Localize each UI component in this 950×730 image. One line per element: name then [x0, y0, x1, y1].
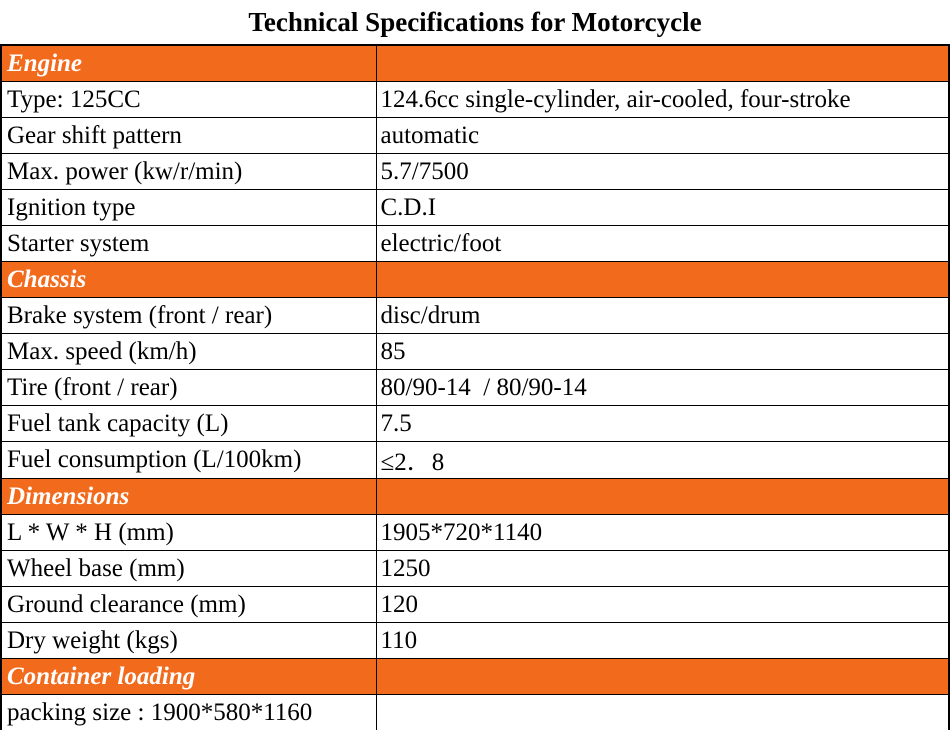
spec-label: Tire (front / rear)	[1, 370, 376, 406]
section-header-blank	[376, 262, 949, 298]
table-row	[1, 695, 949, 730]
spec-table	[0, 44, 950, 730]
spec-value: 5.7/7500	[376, 154, 949, 190]
table-row	[1, 334, 949, 370]
spec-value: automatic	[376, 118, 949, 154]
section-title: Chassis	[1, 262, 376, 298]
spec-value: ≤2．8	[376, 442, 949, 479]
spec-label: Brake system (front / rear)	[1, 298, 376, 334]
spec-value: 124.6cc single-cylinder, air-cooled, four-stroke	[376, 82, 949, 118]
spec-value: 1250	[376, 551, 949, 587]
table-row	[1, 226, 949, 262]
spec-label: Ignition type	[1, 190, 376, 226]
spec-value	[376, 695, 949, 730]
section-header-blank	[376, 45, 949, 82]
table-row	[1, 370, 949, 406]
spec-value: disc/drum	[376, 298, 949, 334]
section-header-chassis	[1, 262, 949, 298]
table-row	[1, 442, 949, 479]
spec-value: C.D.I	[376, 190, 949, 226]
spec-label: packing size : 1900*580*1160	[1, 695, 376, 730]
table-row	[1, 298, 949, 334]
table-row	[1, 190, 949, 226]
table-row	[1, 515, 949, 551]
section-title: Engine	[1, 45, 376, 82]
spec-value: 85	[376, 334, 949, 370]
table-row	[1, 623, 949, 659]
spec-label: Starter system	[1, 226, 376, 262]
table-row	[1, 406, 949, 442]
spec-value: 7.5	[376, 406, 949, 442]
spec-label: Dry weight (kgs)	[1, 623, 376, 659]
section-header-engine	[1, 45, 949, 82]
spec-value: 80/90-14 / 80/90-14	[376, 370, 949, 406]
spec-value: 110	[376, 623, 949, 659]
spec-value: electric/foot	[376, 226, 949, 262]
spec-label: Max. speed (km/h)	[1, 334, 376, 370]
spec-value: 120	[376, 587, 949, 623]
section-header-dimensions	[1, 479, 949, 515]
table-row	[1, 587, 949, 623]
table-row	[1, 118, 949, 154]
spec-label: Fuel tank capacity (L)	[1, 406, 376, 442]
section-header-blank	[376, 479, 949, 515]
section-title: Dimensions	[1, 479, 376, 515]
spec-label: Max. power (kw/r/min)	[1, 154, 376, 190]
spec-label: Ground clearance (mm)	[1, 587, 376, 623]
table-row	[1, 154, 949, 190]
spec-label: L * W * H (mm)	[1, 515, 376, 551]
section-header-container-loading	[1, 659, 949, 695]
spec-label: Gear shift pattern	[1, 118, 376, 154]
spec-value: 1905*720*1140	[376, 515, 949, 551]
spec-label: Wheel base (mm)	[1, 551, 376, 587]
spec-label: Fuel consumption (L/100km)	[1, 442, 376, 479]
spec-label: Type: 125CC	[1, 82, 376, 118]
page-title: Technical Specifications for Motorcycle	[0, 0, 950, 44]
table-row	[1, 82, 949, 118]
section-title: Container loading	[1, 659, 376, 695]
table-row	[1, 551, 949, 587]
section-header-blank	[376, 659, 949, 695]
